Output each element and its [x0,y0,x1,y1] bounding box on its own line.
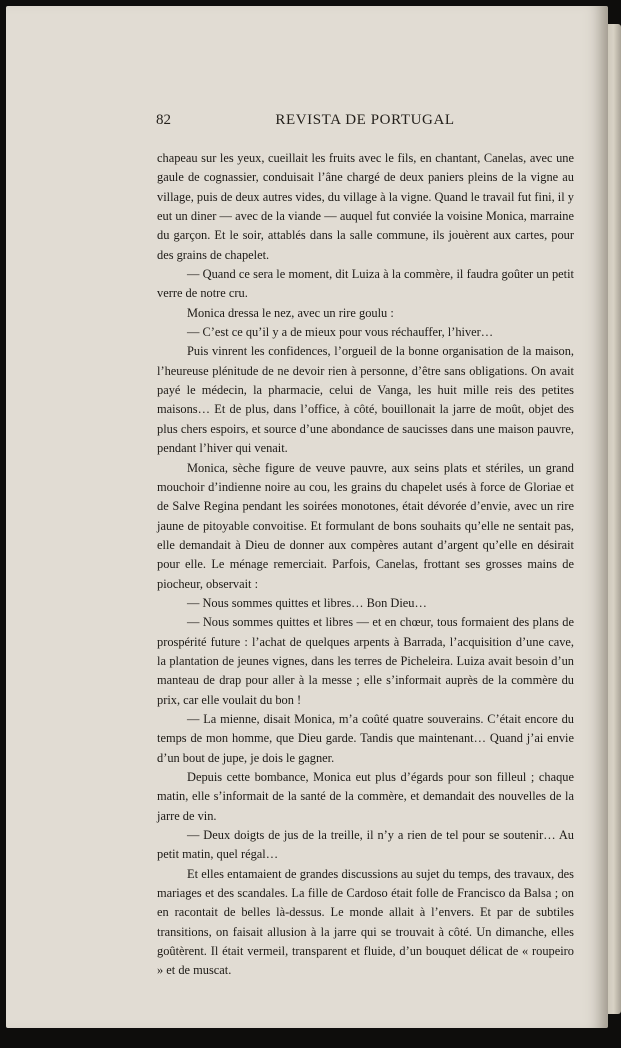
paragraph: Monica dressa le nez, avec un rire goulu : [187,305,394,320]
page-header [156,112,574,136]
paragraph: — Deux doigts de jus de la treille, il n’y a rien de tel pour se soutenir… Au petit matin, quel régal… [157,828,574,862]
paragraph: — Nous sommes quittes et libres — et en chœur, tous formaient des plans de prospérité future : l’achat de quelques arpents à Barrada, l’acquisition d’une cave, la plantation de jeunes vignes, dans les terres de Picheleira. Luiza avait besoin d’un manteau de drap pour aller à la messe ; elle s’informait auprès de la commère du prix, car elle voulait du bon ! [157,615,574,707]
paragraph: Et elles entamaient de grandes discussions au sujet du temps, des travaux, des mariages et des scandales. La fille de Cardoso était folle de Francisco da Balsa ; on en racontait de belles là-dessus. Le monde allait à l’envers. Et par de subtiles transitions, on faisait allusion à la jarre qui se trouvait à côté. Un dimanche, elles goûtèrent. Il était vermeil, transparent et fluide, d’un bouquet délicat de « roupeiro » et de muscat. [157,866,574,978]
paragraph: Depuis cette bombance, Monica eut plus d’égards pour son filleul ; chaque matin, elle s’informait de la santé de la commère, et demandait des nouvelles de la jarre de vin. [157,770,574,823]
paragraph: Puis vinrent les confidences, l’orgueil de la bonne organisation de la maison, l’heureuse plénitude de ne devoir rien à personne, d’être sans obligations. On avait payé le médecin, la pharmacie, celui de Vanga, les huit mille reis des petites maisons… Et de plus, dans l’office, à côté, bouillonait la jarre de moût, objet des plus chers espoirs, et source d’une abondance de saucisses dans une maison pauvre, pendant l’hiver qui venait. [157,344,574,456]
body-text [157,149,574,981]
paragraph: — La mienne, disait Monica, m’a coûté quatre souverains. C’était encore du temps de mon homme, que Dieu garde. Tandis que maintenant… Quand j’ai envie d’un bout de jupe, je dois le gagner. [157,711,574,765]
paragraph: — Nous sommes quittes et libres… Bon Dieu… [187,595,427,610]
paragraph: Monica, sèche figure de veuve pauvre, aux seins plats et stériles, un grand mouchoir d’indienne noire au cou, les grains du chapelet usés à force de Gloriae et de Salve Regina pendant les soirées monotones, était dévorée d’envie, avec un rire jaune de pitoyable convoitise. Et formulant de bons souhaits qu’elle ne sentait pas, elle demandait à Dieu de donner aux compères autant d’argent qu’elle en désirait pour elle. Le ménage remerciait. Parfois, Canelas, frottant ses grosses mains de piocheur, observait : [157,460,574,591]
paragraph: — C’est ce qu’il y a de mieux pour vous réchauffer, l’hiver… [187,325,494,340]
paragraph: — Quand ce sera le moment, dit Luiza à la commère, il faudra goûter un petit verre de notre cru. [157,267,574,301]
page-number: 82 [156,112,171,128]
running-title: REVISTA DE PORTUGAL [275,112,455,128]
paragraph: chapeau sur les yeux, cueillait les fruits avec le fils, en chantant, Canelas, avec une gaule de cognassier, conduisait l’âne chargé de deux paniers pleins de la vigne au village, puis de deux autres vides, du village à la vigne. Quand le travail fut fini, il y eut un diner — avec de la viande — auquel fut conviée la voisine Monica, marraine du garçon. Et le soir, attablés dans la salle commune, ils jouèrent aux cartes, pour des grains de chapelet. [157,151,574,262]
